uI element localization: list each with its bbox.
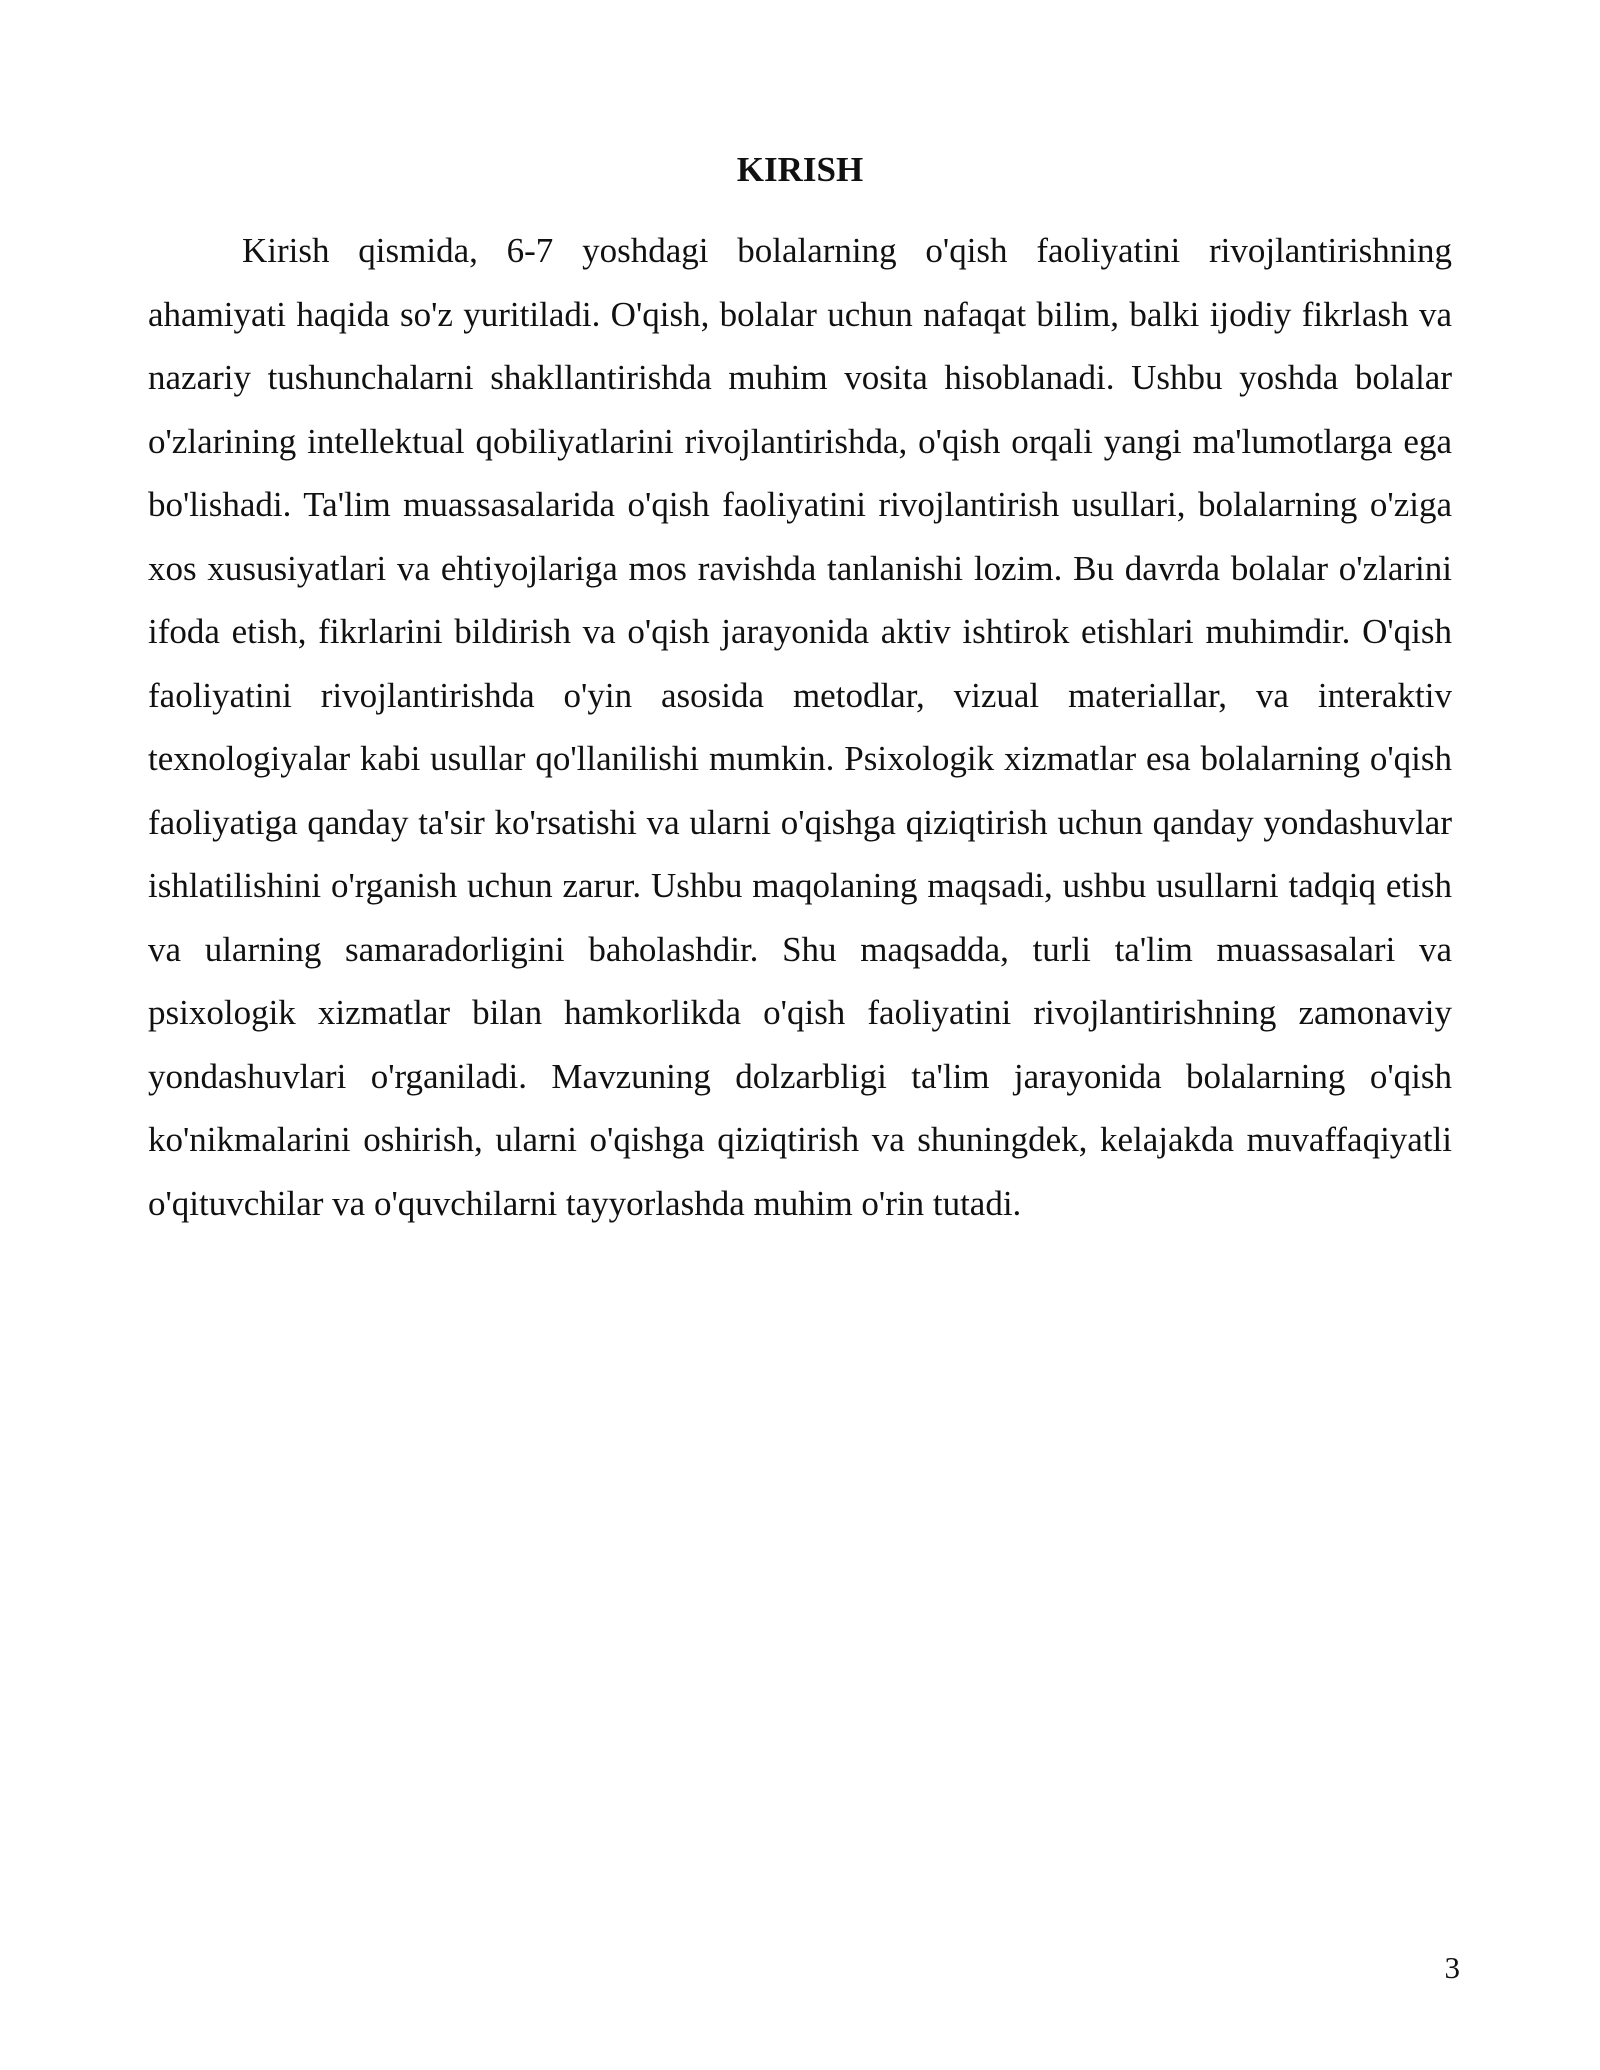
body-paragraph: Kirish qismida, 6-7 yoshdagi bolalarning o'qish faoliyatini rivojlantirishning ahamiyati haqida so'z yuritiladi. O'qish, bolalar uchun nafaqat bilim, balki ijodiy fikrlash va nazariy tushunchalarni shakllantirishda muhim vosita hisoblanadi. Ushbu yoshda bolalar o'zlarining intellektual qobiliyatlarini rivojlantirishda, o'qish orqali yangi ma'lumotlarga ega bo'lishadi. Ta'lim muassasalarida o'qish faoliyatini rivojlantirish usullari, bolalarning o'ziga xos xususiyatlari va ehtiyojlariga mos ravishda tanlanishi lozim. Bu davrda bolalar o'zlarini ifoda etish, fikrlarini bildirish va o'qish jarayonida aktiv ishtirok etishlari muhimdir. O'qish faoliyatini rivojlantirishda o'yin asosida metodlar, vizual materiallar, va interaktiv texnologiyalar kabi usullar qo'llanilishi mumkin. Psixologik xizmatlar esa bolalarning o'qish faoliyatiga qanday ta'sir ko'rsatishi va ularni o'qishga qiziqtirish uchun qanday yondashuvlar ishlatilishini o'rganish uchun zarur. Ushbu maqolaning maqsadi, ushbu usullarni tadqiq etish va ularning samaradorligini baholashdir. Shu maqsadda, turli ta'lim muassasalari va psixologik xizmatlar bilan hamkorlikda o'qish faoliyatini rivojlantirishning zamonaviy yondashuvlari o'rganiladi. Mavzuning dolzarbligi ta'lim jarayonida bolalarning o'qish ko'nikmalarini oshirish, ularni o'qishga qiziqtirish va shuningdek, kelajakda muvaffaqiyatli o'qituvchilar va o'quvchilarni tayyorlashda muhim o'rin tutadi. — [148, 231, 1452, 1223]
section-title: KIRISH — [736, 150, 864, 189]
page-number: 3 — [1444, 1950, 1460, 1985]
